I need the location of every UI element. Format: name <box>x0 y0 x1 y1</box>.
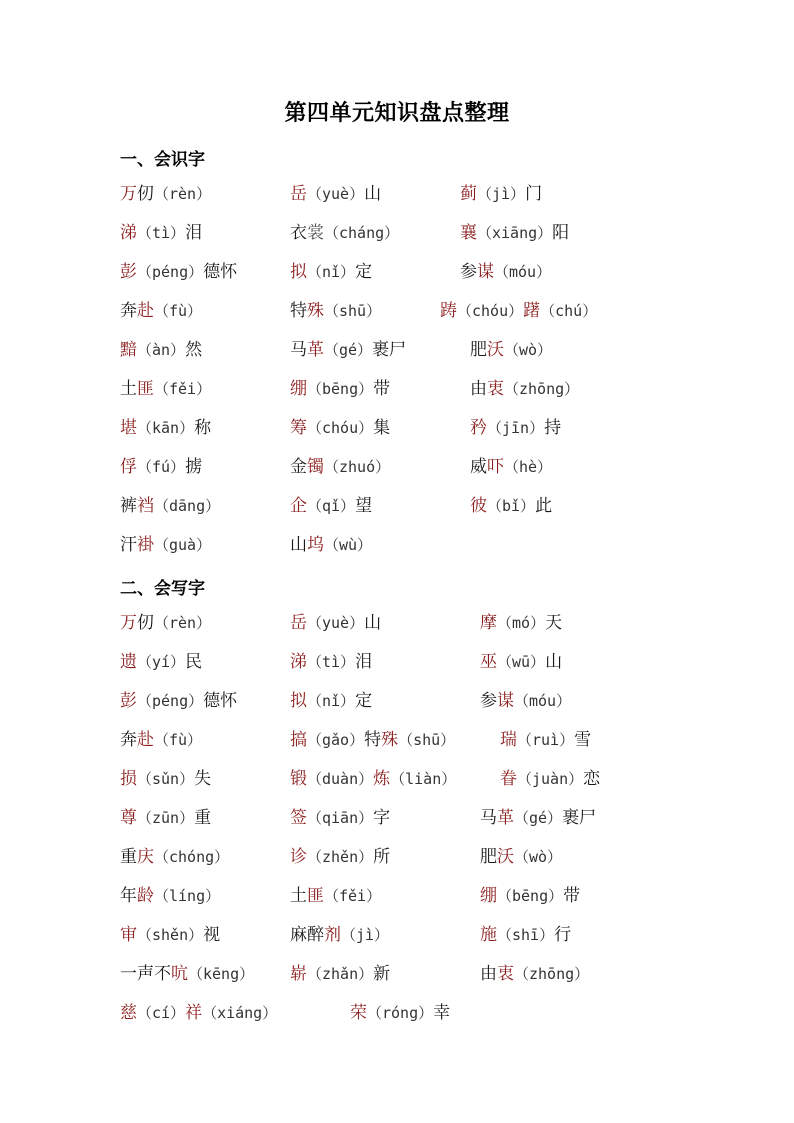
word-item <box>120 883 220 909</box>
word-item <box>120 454 202 480</box>
word-item <box>470 337 552 363</box>
word-item <box>290 376 390 402</box>
char: 所 <box>373 847 391 867</box>
highlighted-char: 锻 <box>290 769 307 789</box>
char: 泪 <box>185 223 203 243</box>
pinyin: （shū） <box>398 731 456 749</box>
char: 阳 <box>552 223 570 243</box>
pinyin: （hè） <box>504 458 553 476</box>
char: 掳 <box>185 457 203 477</box>
highlighted-char: 赴 <box>137 301 154 321</box>
word-item <box>120 688 237 714</box>
highlighted-char: 黯 <box>120 340 137 360</box>
pinyin: （chóu） <box>457 302 524 320</box>
pinyin: （zhuó） <box>324 458 391 476</box>
word-row <box>0 766 794 792</box>
section-heading-recognize: 一、会识字 <box>120 150 205 170</box>
pinyin: （rèn） <box>154 185 212 203</box>
pinyin: （zhǎn） <box>307 965 374 983</box>
word-item <box>120 727 202 753</box>
pinyin: （fěi） <box>154 380 212 398</box>
char: 称 <box>194 418 212 438</box>
pinyin: （qǐ） <box>307 497 356 515</box>
pinyin: （gé） <box>514 809 563 827</box>
pinyin: （dāng） <box>154 497 221 515</box>
word-row <box>0 337 794 363</box>
word-item <box>290 298 381 324</box>
word-row <box>0 688 794 714</box>
highlighted-char: 匪 <box>307 886 324 906</box>
word-row <box>0 922 794 948</box>
char: 土 <box>120 379 137 399</box>
word-item <box>290 610 381 636</box>
pinyin: （kān） <box>137 419 195 437</box>
word-row <box>0 220 794 246</box>
highlighted-char: 衷 <box>497 964 514 984</box>
char: 山 <box>364 613 382 633</box>
word-item <box>290 922 389 948</box>
highlighted-char: 瑞 <box>500 730 517 750</box>
char: 望 <box>355 496 373 516</box>
char: 带 <box>373 379 391 399</box>
highlighted-char: 崭 <box>290 964 307 984</box>
highlighted-char: 沃 <box>487 340 504 360</box>
highlighted-char: 拟 <box>290 691 307 711</box>
highlighted-char: 庆 <box>137 847 154 867</box>
word-item <box>480 844 562 870</box>
char: 衣 <box>290 223 307 243</box>
word-item <box>460 259 551 285</box>
pinyin: （cí） <box>137 1004 186 1022</box>
pinyin: （róng） <box>367 1004 434 1022</box>
pinyin: （wò） <box>514 848 563 866</box>
highlighted-char: 堪 <box>120 418 137 438</box>
word-row <box>0 805 794 831</box>
highlighted-char: 筹 <box>290 418 307 438</box>
char: 仞 <box>137 184 154 204</box>
word-item <box>480 961 589 987</box>
highlighted-char: 万 <box>120 613 137 633</box>
pinyin: （tì） <box>307 653 356 671</box>
pinyin: （móu） <box>514 692 572 710</box>
char: 威 <box>470 457 487 477</box>
pinyin: （gé） <box>324 341 373 359</box>
char: 泪 <box>355 652 373 672</box>
section-heading-write: 二、会写字 <box>120 579 205 599</box>
highlighted-char: 吓 <box>487 457 504 477</box>
char: 奔 <box>120 730 137 750</box>
highlighted-char: 谋 <box>497 691 514 711</box>
word-item <box>120 844 229 870</box>
page-title: 第四单元知识盘点整理 <box>284 100 510 126</box>
pinyin: （chú） <box>540 302 598 320</box>
char: 山 <box>545 652 563 672</box>
pinyin: （nǐ） <box>307 263 356 281</box>
pinyin: （duàn） <box>307 770 374 788</box>
highlighted-char: 巫 <box>480 652 497 672</box>
word-item <box>120 1000 277 1026</box>
word-row <box>0 454 794 480</box>
pinyin: （zhěn） <box>307 848 374 866</box>
char: 仞 <box>137 613 154 633</box>
char: 失 <box>194 769 212 789</box>
word-row <box>0 376 794 402</box>
char: 视 <box>203 925 221 945</box>
pinyin: （bǐ） <box>487 497 536 515</box>
char: 德怀 <box>203 691 238 711</box>
char: 带 <box>563 886 581 906</box>
char: 此 <box>535 496 553 516</box>
highlighted-char: 赴 <box>137 730 154 750</box>
char: 麻醉 <box>290 925 324 945</box>
word-item <box>290 844 390 870</box>
pinyin: （liàn） <box>390 770 457 788</box>
highlighted-char: 吭 <box>171 964 188 984</box>
highlighted-char: 祥 <box>185 1003 203 1023</box>
highlighted-char: 企 <box>290 496 307 516</box>
char: 集 <box>373 418 391 438</box>
word-item <box>120 493 220 519</box>
highlighted-char: 绷 <box>290 379 307 399</box>
word-item <box>290 181 381 207</box>
word-item <box>120 415 211 441</box>
highlighted-char: 签 <box>290 808 307 828</box>
highlighted-char: 蓟 <box>460 184 477 204</box>
word-row <box>0 649 794 675</box>
word-item <box>350 1000 450 1026</box>
pinyin: （kēng） <box>188 965 255 983</box>
char: 一声不 <box>120 964 171 984</box>
word-item <box>120 610 211 636</box>
pinyin: （bēng） <box>307 380 374 398</box>
highlighted-char: 剂 <box>324 925 341 945</box>
pinyin: （fù） <box>154 302 203 320</box>
highlighted-char: 荣 <box>350 1003 367 1023</box>
char: 裤 <box>120 496 137 516</box>
word-item <box>290 649 372 675</box>
word-row <box>0 415 794 441</box>
word-item <box>290 337 406 363</box>
word-item <box>290 415 390 441</box>
word-item <box>480 805 596 831</box>
highlighted-char: 褂 <box>137 535 154 555</box>
highlighted-char: 彼 <box>470 496 487 516</box>
word-row <box>0 883 794 909</box>
highlighted-char: 踌 <box>440 301 457 321</box>
word-item <box>120 532 211 558</box>
pinyin: （zūn） <box>137 809 195 827</box>
highlighted-char: 殊 <box>307 301 324 321</box>
word-row <box>0 259 794 285</box>
char: 金 <box>290 457 307 477</box>
word-item <box>120 766 211 792</box>
word-item <box>440 298 597 324</box>
char: 裳 <box>307 223 324 243</box>
pinyin: （àn） <box>137 341 186 359</box>
char: 裹尸 <box>562 808 597 828</box>
char: 特 <box>364 730 382 750</box>
highlighted-char: 拟 <box>290 262 307 282</box>
char: 字 <box>373 808 391 828</box>
word-item <box>290 220 399 246</box>
highlighted-char: 施 <box>480 925 497 945</box>
char: 由 <box>470 379 487 399</box>
pinyin: （péng） <box>137 263 204 281</box>
char: 肥 <box>470 340 487 360</box>
highlighted-char: 镯 <box>307 457 324 477</box>
char: 持 <box>544 418 562 438</box>
highlighted-char: 绷 <box>480 886 497 906</box>
word-item <box>120 805 211 831</box>
word-item <box>120 220 202 246</box>
highlighted-char: 革 <box>307 340 324 360</box>
char: 然 <box>185 340 203 360</box>
char: 由 <box>480 964 497 984</box>
pinyin: （shěn） <box>137 926 204 944</box>
pinyin: （juàn） <box>517 770 584 788</box>
highlighted-char: 搞 <box>290 730 307 750</box>
pinyin: （péng） <box>137 692 204 710</box>
highlighted-char: 矜 <box>470 418 487 438</box>
word-item <box>470 454 552 480</box>
highlighted-char: 岳 <box>290 613 307 633</box>
word-row <box>0 493 794 519</box>
char: 雪 <box>574 730 592 750</box>
highlighted-char: 沃 <box>497 847 514 867</box>
pinyin: （yí） <box>137 653 186 671</box>
highlighted-char: 裆 <box>137 496 154 516</box>
word-item <box>120 298 202 324</box>
char: 民 <box>185 652 203 672</box>
pinyin: （fěi） <box>324 887 382 905</box>
pinyin: （wò） <box>504 341 553 359</box>
word-item <box>290 961 390 987</box>
pinyin: （xiáng） <box>202 1004 278 1022</box>
word-item <box>290 493 372 519</box>
highlighted-char: 匪 <box>137 379 154 399</box>
char: 恋 <box>583 769 601 789</box>
char: 肥 <box>480 847 497 867</box>
char: 参 <box>460 262 477 282</box>
word-item <box>120 961 254 987</box>
word-item <box>480 883 580 909</box>
word-item <box>290 727 455 753</box>
word-row <box>0 532 794 558</box>
pinyin: （bēng） <box>497 887 564 905</box>
word-item <box>470 376 579 402</box>
pinyin: （gǎo） <box>307 731 365 749</box>
word-row <box>0 961 794 987</box>
char: 奔 <box>120 301 137 321</box>
pinyin: （xiāng） <box>477 224 553 242</box>
word-item <box>120 922 220 948</box>
highlighted-char: 躇 <box>523 301 541 321</box>
highlighted-char: 眷 <box>500 769 517 789</box>
pinyin: （cháng） <box>324 224 400 242</box>
pinyin: （fù） <box>154 731 203 749</box>
word-row <box>0 727 794 753</box>
char: 马 <box>480 808 497 828</box>
char: 参 <box>480 691 497 711</box>
pinyin: （nǐ） <box>307 692 356 710</box>
pinyin: （fú） <box>137 458 186 476</box>
char: 年 <box>120 886 137 906</box>
highlighted-char: 炼 <box>373 769 391 789</box>
pinyin: （tì） <box>137 224 186 242</box>
word-item <box>500 727 591 753</box>
highlighted-char: 龄 <box>137 886 154 906</box>
highlighted-char: 俘 <box>120 457 137 477</box>
pinyin: （jīn） <box>487 419 545 437</box>
pinyin: （móu） <box>494 263 552 281</box>
highlighted-char: 诊 <box>290 847 307 867</box>
word-item <box>290 883 381 909</box>
char: 行 <box>554 925 572 945</box>
word-item <box>290 688 372 714</box>
word-item <box>120 259 237 285</box>
pinyin: （jì） <box>477 185 526 203</box>
pinyin: （ruì） <box>517 731 575 749</box>
highlighted-char: 涕 <box>290 652 307 672</box>
char: 特 <box>290 301 307 321</box>
highlighted-char: 审 <box>120 925 137 945</box>
highlighted-char: 摩 <box>480 613 497 633</box>
pinyin: （yuè） <box>307 614 365 632</box>
highlighted-char: 坞 <box>307 535 324 555</box>
pinyin: （wù） <box>324 536 373 554</box>
pinyin: （wū） <box>497 653 546 671</box>
highlighted-char: 彭 <box>120 691 137 711</box>
word-item <box>500 766 600 792</box>
pinyin: （chóng） <box>154 848 230 866</box>
highlighted-char: 万 <box>120 184 137 204</box>
word-item <box>470 493 552 519</box>
pinyin: （shī） <box>497 926 555 944</box>
char: 门 <box>525 184 543 204</box>
char: 马 <box>290 340 307 360</box>
highlighted-char: 尊 <box>120 808 137 828</box>
highlighted-char: 谋 <box>477 262 494 282</box>
pinyin: （qiān） <box>307 809 374 827</box>
char: 德怀 <box>203 262 238 282</box>
word-item <box>120 181 211 207</box>
highlighted-char: 殊 <box>381 730 399 750</box>
highlighted-char: 遗 <box>120 652 137 672</box>
pinyin: （jì） <box>341 926 390 944</box>
word-item <box>290 805 390 831</box>
char: 定 <box>355 262 373 282</box>
pinyin: （guà） <box>154 536 212 554</box>
word-row <box>0 181 794 207</box>
highlighted-char: 涕 <box>120 223 137 243</box>
highlighted-char: 革 <box>497 808 514 828</box>
word-item <box>480 688 571 714</box>
char: 天 <box>545 613 563 633</box>
pinyin: （líng） <box>154 887 221 905</box>
highlighted-char: 彭 <box>120 262 137 282</box>
word-item <box>460 181 542 207</box>
word-row <box>0 610 794 636</box>
char: 汗 <box>120 535 137 555</box>
pinyin: （zhōng） <box>514 965 590 983</box>
char: 山 <box>364 184 382 204</box>
word-row <box>0 298 794 324</box>
pinyin: （rèn） <box>154 614 212 632</box>
char: 新 <box>373 964 391 984</box>
pinyin: （mó） <box>497 614 546 632</box>
word-item <box>120 649 202 675</box>
char: 土 <box>290 886 307 906</box>
char: 山 <box>290 535 307 555</box>
pinyin: （chóu） <box>307 419 374 437</box>
highlighted-char: 损 <box>120 769 137 789</box>
highlighted-char: 衷 <box>487 379 504 399</box>
char: 定 <box>355 691 373 711</box>
word-item <box>480 610 562 636</box>
pinyin: （sǔn） <box>137 770 195 788</box>
char: 重 <box>120 847 137 867</box>
highlighted-char: 襄 <box>460 223 477 243</box>
word-item <box>290 259 372 285</box>
word-item <box>460 220 569 246</box>
word-item <box>480 922 571 948</box>
word-item <box>470 415 561 441</box>
word-item <box>120 337 202 363</box>
word-item <box>290 766 456 792</box>
highlighted-char: 慈 <box>120 1003 137 1023</box>
word-item <box>290 532 372 558</box>
char: 裹尸 <box>372 340 407 360</box>
word-item <box>120 376 211 402</box>
pinyin: （zhōng） <box>504 380 580 398</box>
pinyin: （shū） <box>324 302 382 320</box>
word-item <box>290 454 390 480</box>
word-item <box>480 649 562 675</box>
char: 幸 <box>433 1003 451 1023</box>
char: 重 <box>194 808 212 828</box>
pinyin: （yuè） <box>307 185 365 203</box>
word-row <box>0 1000 794 1026</box>
highlighted-char: 岳 <box>290 184 307 204</box>
word-row <box>0 844 794 870</box>
